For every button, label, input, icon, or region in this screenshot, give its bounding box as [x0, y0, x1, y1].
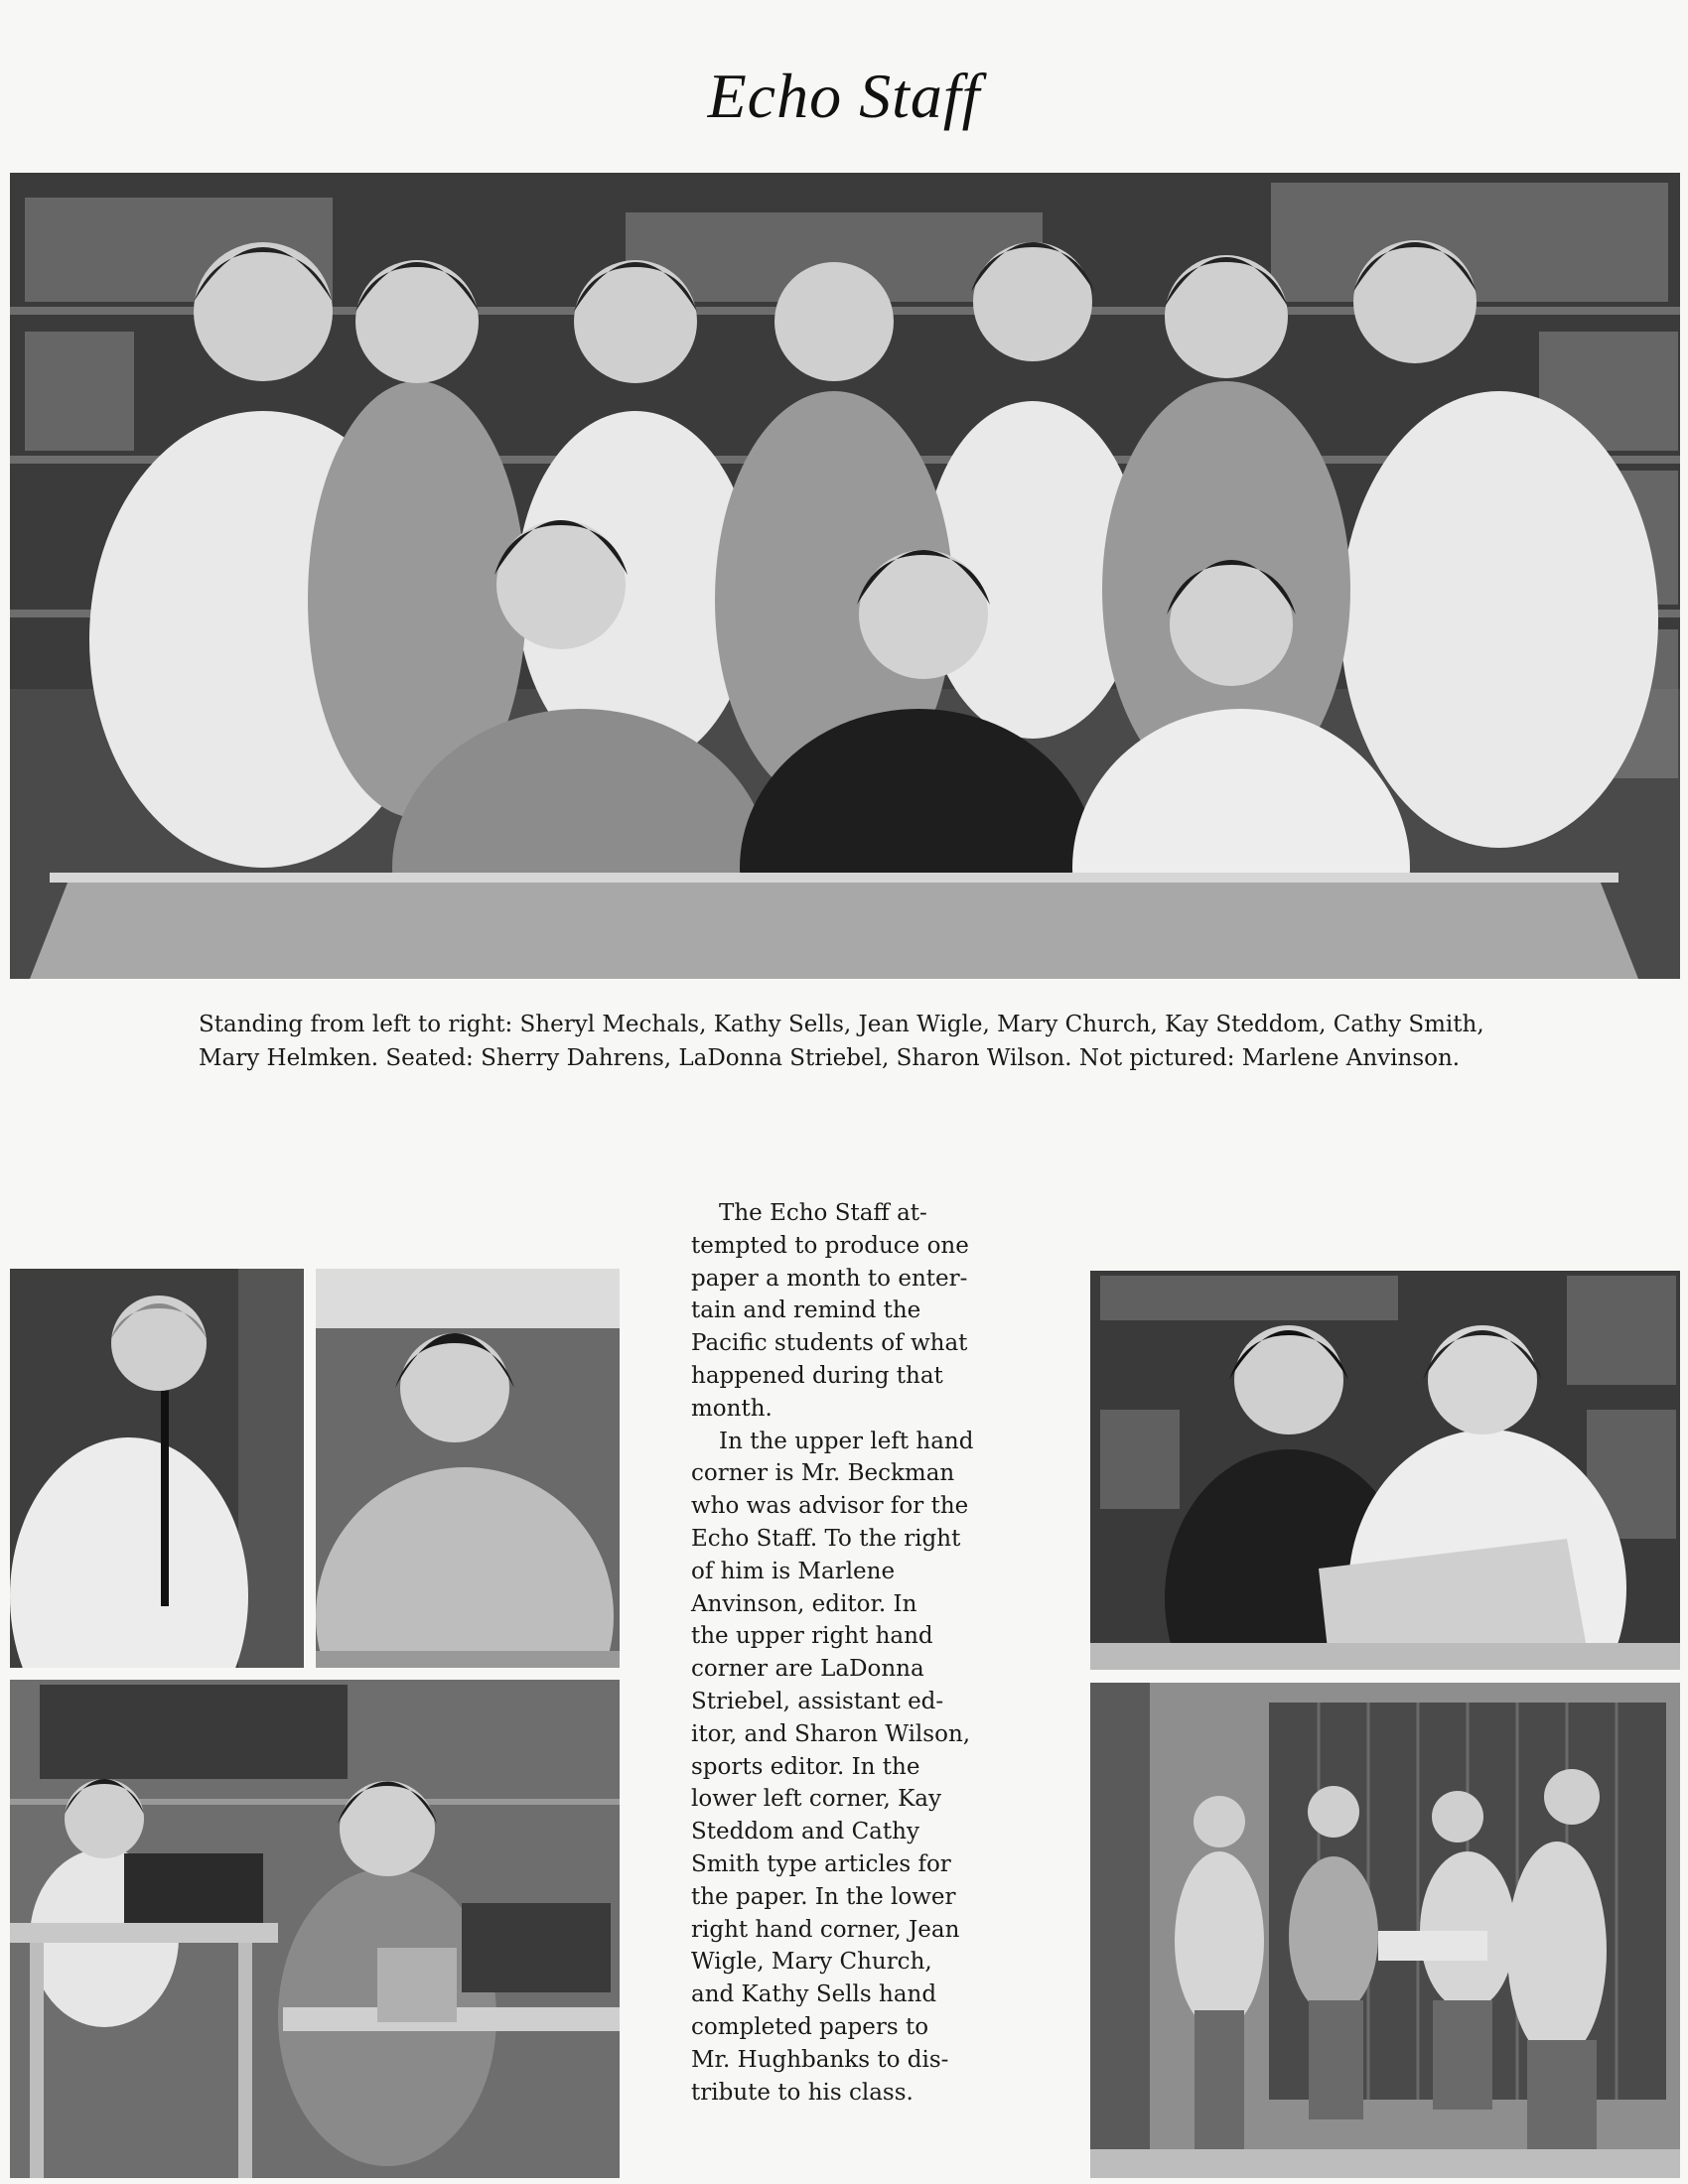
article-line: happened during that — [691, 1362, 943, 1389]
article-line: The Echo Staff at- — [719, 1200, 927, 1226]
article-line: right hand corner, Jean — [691, 1916, 960, 1943]
article-line: tain and remind the — [691, 1297, 921, 1324]
article-line: month. — [691, 1395, 773, 1422]
typists-photo — [10, 1680, 620, 2178]
article-line: itor, and Sharon Wilson, — [691, 1720, 971, 1747]
article-line: tempted to produce one — [691, 1232, 969, 1259]
article-line: lower left corner, Kay — [691, 1786, 941, 1813]
article-line: Pacific students of what — [691, 1330, 968, 1357]
article-line: paper a month to enter- — [691, 1265, 968, 1292]
article-line: who was advisor for the — [691, 1493, 969, 1520]
article-line: corner are LaDonna — [691, 1656, 924, 1683]
group-photo-caption: Standing from left to right: Sheryl Mechals, Kathy Sells, Jean Wigle, Mary Church, Kay Steddom, Cathy Smith, Mary Helmken. Seated: Sherry Dahrens, LaDonna Striebel, Sharon Wilson. Not pictured: Marlene Anvinson. — [199, 1012, 1484, 1071]
article-line: Mr. Hughbanks to dis- — [691, 2046, 949, 2073]
article-line: Smith type articles for — [691, 1850, 951, 1877]
article-line: Steddom and Cathy — [691, 1819, 919, 1845]
article-text — [691, 1197, 1029, 2109]
group-photo — [10, 173, 1680, 979]
article-paragraph-1 — [691, 1197, 1029, 1426]
article-line: sports editor. In the — [691, 1753, 920, 1780]
distributing-papers-photo — [1090, 1683, 1680, 2178]
assistant-editors-photo — [1090, 1271, 1680, 1670]
page-title: Echo Staff — [707, 61, 981, 131]
article-line: the paper. In the lower — [691, 1883, 956, 1910]
advisor-photo — [10, 1269, 304, 1668]
article-line: Wigle, Mary Church, — [691, 1949, 932, 1976]
article-line: and Kathy Sells hand — [691, 1981, 937, 2008]
article-line: corner is Mr. Beckman — [691, 1460, 955, 1487]
article-line: Striebel, assistant ed- — [691, 1688, 944, 1714]
article-line: In the upper left hand — [719, 1428, 974, 1454]
article-line: the upper right hand — [691, 1623, 933, 1650]
article-paragraph-2 — [691, 1426, 1029, 2110]
editor-photo — [316, 1269, 620, 1668]
article-line: tribute to his class. — [691, 2079, 914, 2106]
article-line: of him is Marlene — [691, 1558, 896, 1584]
article-line: completed papers to — [691, 2013, 929, 2040]
article-line: Echo Staff. To the right — [691, 1525, 961, 1552]
article-line: Anvinson, editor. In — [691, 1590, 917, 1617]
